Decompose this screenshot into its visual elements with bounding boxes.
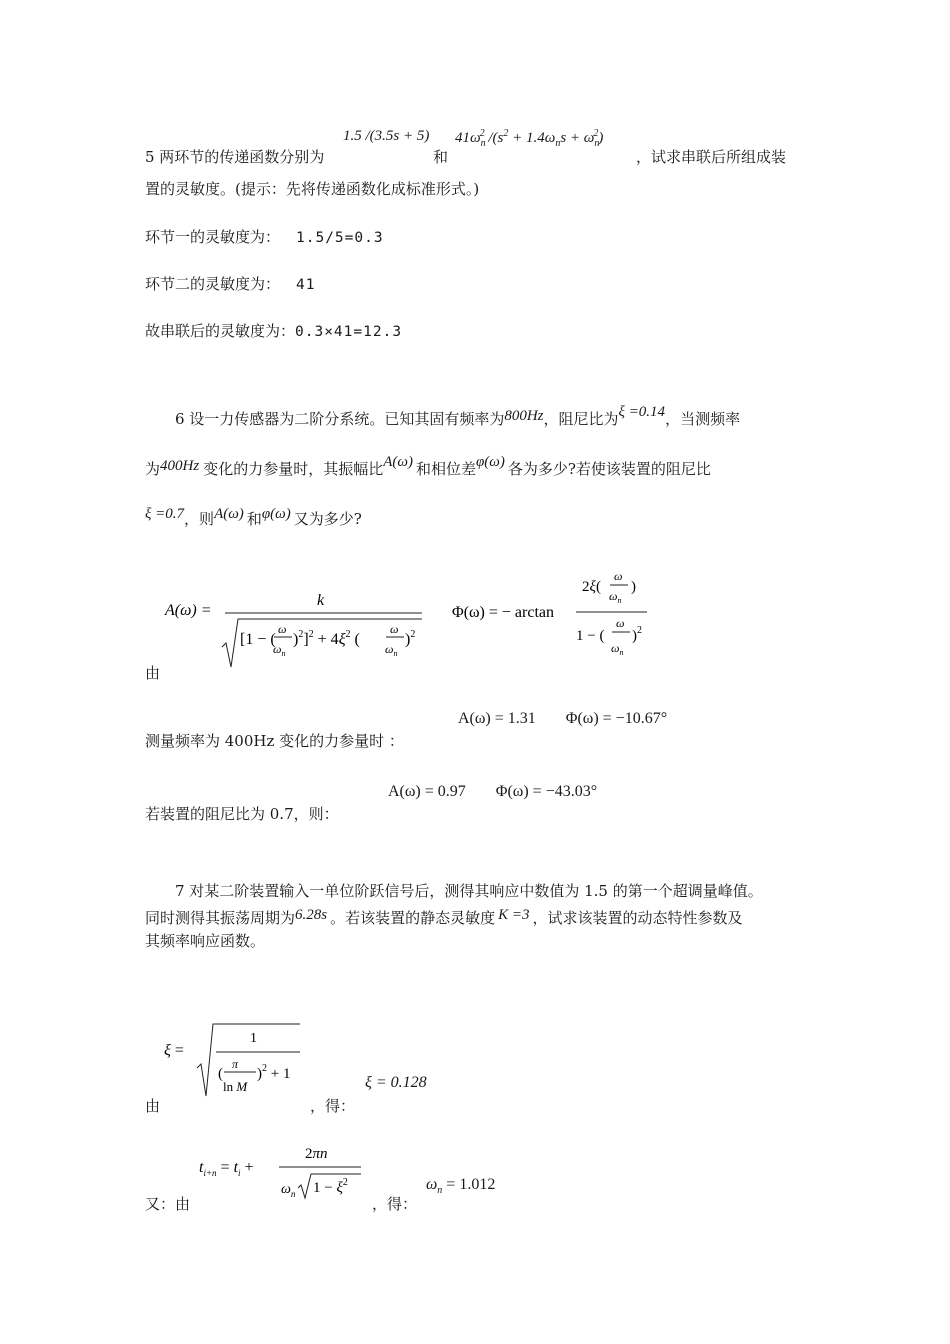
- q5-answer-3: 故串联后的灵敏度为：0.3×41=12.3: [145, 322, 403, 340]
- svg-text:ln M: ln M: [223, 1079, 248, 1094]
- svg-text:(: (: [218, 1066, 223, 1082]
- q5-line2: 置的灵敏度。(提示：先将传递函数化成标准形式。): [145, 180, 480, 198]
- svg-text:ω: ω: [614, 569, 623, 583]
- q7-damping-formula: [160, 1020, 310, 1100]
- svg-text:ω: ω: [616, 616, 625, 630]
- result-1-amplitude: A(ω) = 1.31: [458, 710, 536, 727]
- q7-line3: 其频率响应函数。: [145, 932, 266, 950]
- formula-k: k: [317, 592, 325, 609]
- formula-phi-lhs: Φ(ω) = − arctan: [452, 604, 555, 621]
- q6-result-2-values: [388, 783, 597, 801]
- q6-line2: 为400Hz 变化的力参量时，其振幅比A(ω) 和相位差φ(ω) 各为多少?若使该装置的阻尼比: [145, 454, 711, 478]
- svg-text:1 − (: 1 − (: [576, 628, 605, 644]
- q6-you-label: 由: [145, 664, 161, 682]
- q5-suffix: ，试求串联后所组成装: [636, 148, 787, 166]
- svg-text:2πn: 2πn: [305, 1146, 328, 1162]
- svg-text:1: 1: [250, 1031, 257, 1046]
- q5-transfer-function-2: $41\omega_n^2$ $/(s^2 + 1.4\omega_ns + \omega_n^2)$: [455, 128, 604, 149]
- q6-phase-formula: [450, 565, 660, 670]
- svg-text:)2 + 1: )$^2$ + 1: [257, 1063, 291, 1082]
- q7-line2: 同时测得其振荡周期为6.28s 。若该装置的静态灵敏度 K =3 ，试求该装置的动态特性参数及: [145, 907, 743, 927]
- result-2-amplitude: A(ω) = 0.97: [388, 783, 466, 800]
- q6-line3: ξ =0.7，则A(ω) 和φ(ω) 又为多少?: [145, 506, 362, 528]
- svg-text:ω: ω: [390, 622, 399, 636]
- result-1-phase: Φ(ω) = −10.67°: [565, 710, 668, 727]
- q5-prefix: 5 两环节的传递函数分别为: [145, 148, 325, 166]
- svg-text:)2: )$^2$: [632, 625, 642, 644]
- q5-transfer-function-1: 1.5 /(3.5s + 5): [343, 128, 430, 144]
- svg-text:ωn: $\omega_n$: [385, 642, 398, 658]
- svg-text:ω: ω: [278, 622, 287, 636]
- result-2-phase: Φ(ω) = −43.03°: [495, 783, 598, 800]
- svg-text:ωn: $\omega_n$: [611, 641, 624, 657]
- q7-you-label: 由: [145, 1097, 161, 1115]
- q7-xi-result: ξ = 0.128: [365, 1074, 427, 1091]
- q5-line1: [145, 146, 324, 167]
- q6-result-1-values: [458, 710, 667, 728]
- q7-line1: 7 对某二阶装置输入一单位阶跃信号后，测得其响应中数值为 1.5 的第一个超调量峰值。: [175, 882, 763, 900]
- q7-de-label: ，得：: [310, 1097, 356, 1115]
- q7-de2-label: ，得：: [372, 1195, 418, 1213]
- svg-text:): ): [631, 579, 636, 595]
- svg-text:[1 − (: [1 − (: [240, 631, 276, 648]
- svg-text:)2]2 + 4ξ2 (: )$^2]^2 + 4\xi^2$ (: [293, 629, 360, 648]
- q5-answer-2: 环节二的灵敏度为： 41: [145, 275, 316, 293]
- q7-period-formula: [195, 1138, 370, 1208]
- q6-amplitude-formula: [160, 585, 430, 675]
- formula-a-lhs: A(ω) =: [165, 602, 212, 619]
- q6-result-2-label: 若装置的阻尼比为 0.7，则：: [145, 805, 339, 823]
- svg-text:π: π: [232, 1057, 239, 1071]
- q5-answer-1: 环节一的灵敏度为： 1.5/5=0.3: [145, 228, 384, 246]
- q7-you2-label: 又：由: [145, 1195, 191, 1213]
- svg-text:)2: )$^2$: [405, 629, 416, 648]
- svg-text:ti+n = ti +: $t_{i+n} = t_i$ +: [199, 1159, 254, 1178]
- svg-text:ωn: $\omega_n$: [281, 1182, 296, 1199]
- svg-text:ωn: $\omega_n$: [609, 589, 622, 605]
- svg-text:2ξ(: 2ξ(: [582, 579, 601, 595]
- svg-text:ωn: $\omega_n$: [273, 642, 286, 658]
- svg-text:1 − ξ2: $1 - \xi^2$: [313, 1177, 348, 1196]
- q5-and: 和: [433, 148, 449, 166]
- q7-wn-result: $\omega_n = 1.012$: [426, 1176, 496, 1197]
- q6-result-1-label: 测量频率为 400Hz 变化的力参量时 ：: [145, 732, 404, 750]
- q6-line1: 6 设一力传感器为二阶分系统。已知其固有频率为800Hz，阻尼比为ξ =0.14，当测频率: [175, 404, 741, 428]
- svg-text:ξ =: ξ =: [164, 1042, 184, 1059]
